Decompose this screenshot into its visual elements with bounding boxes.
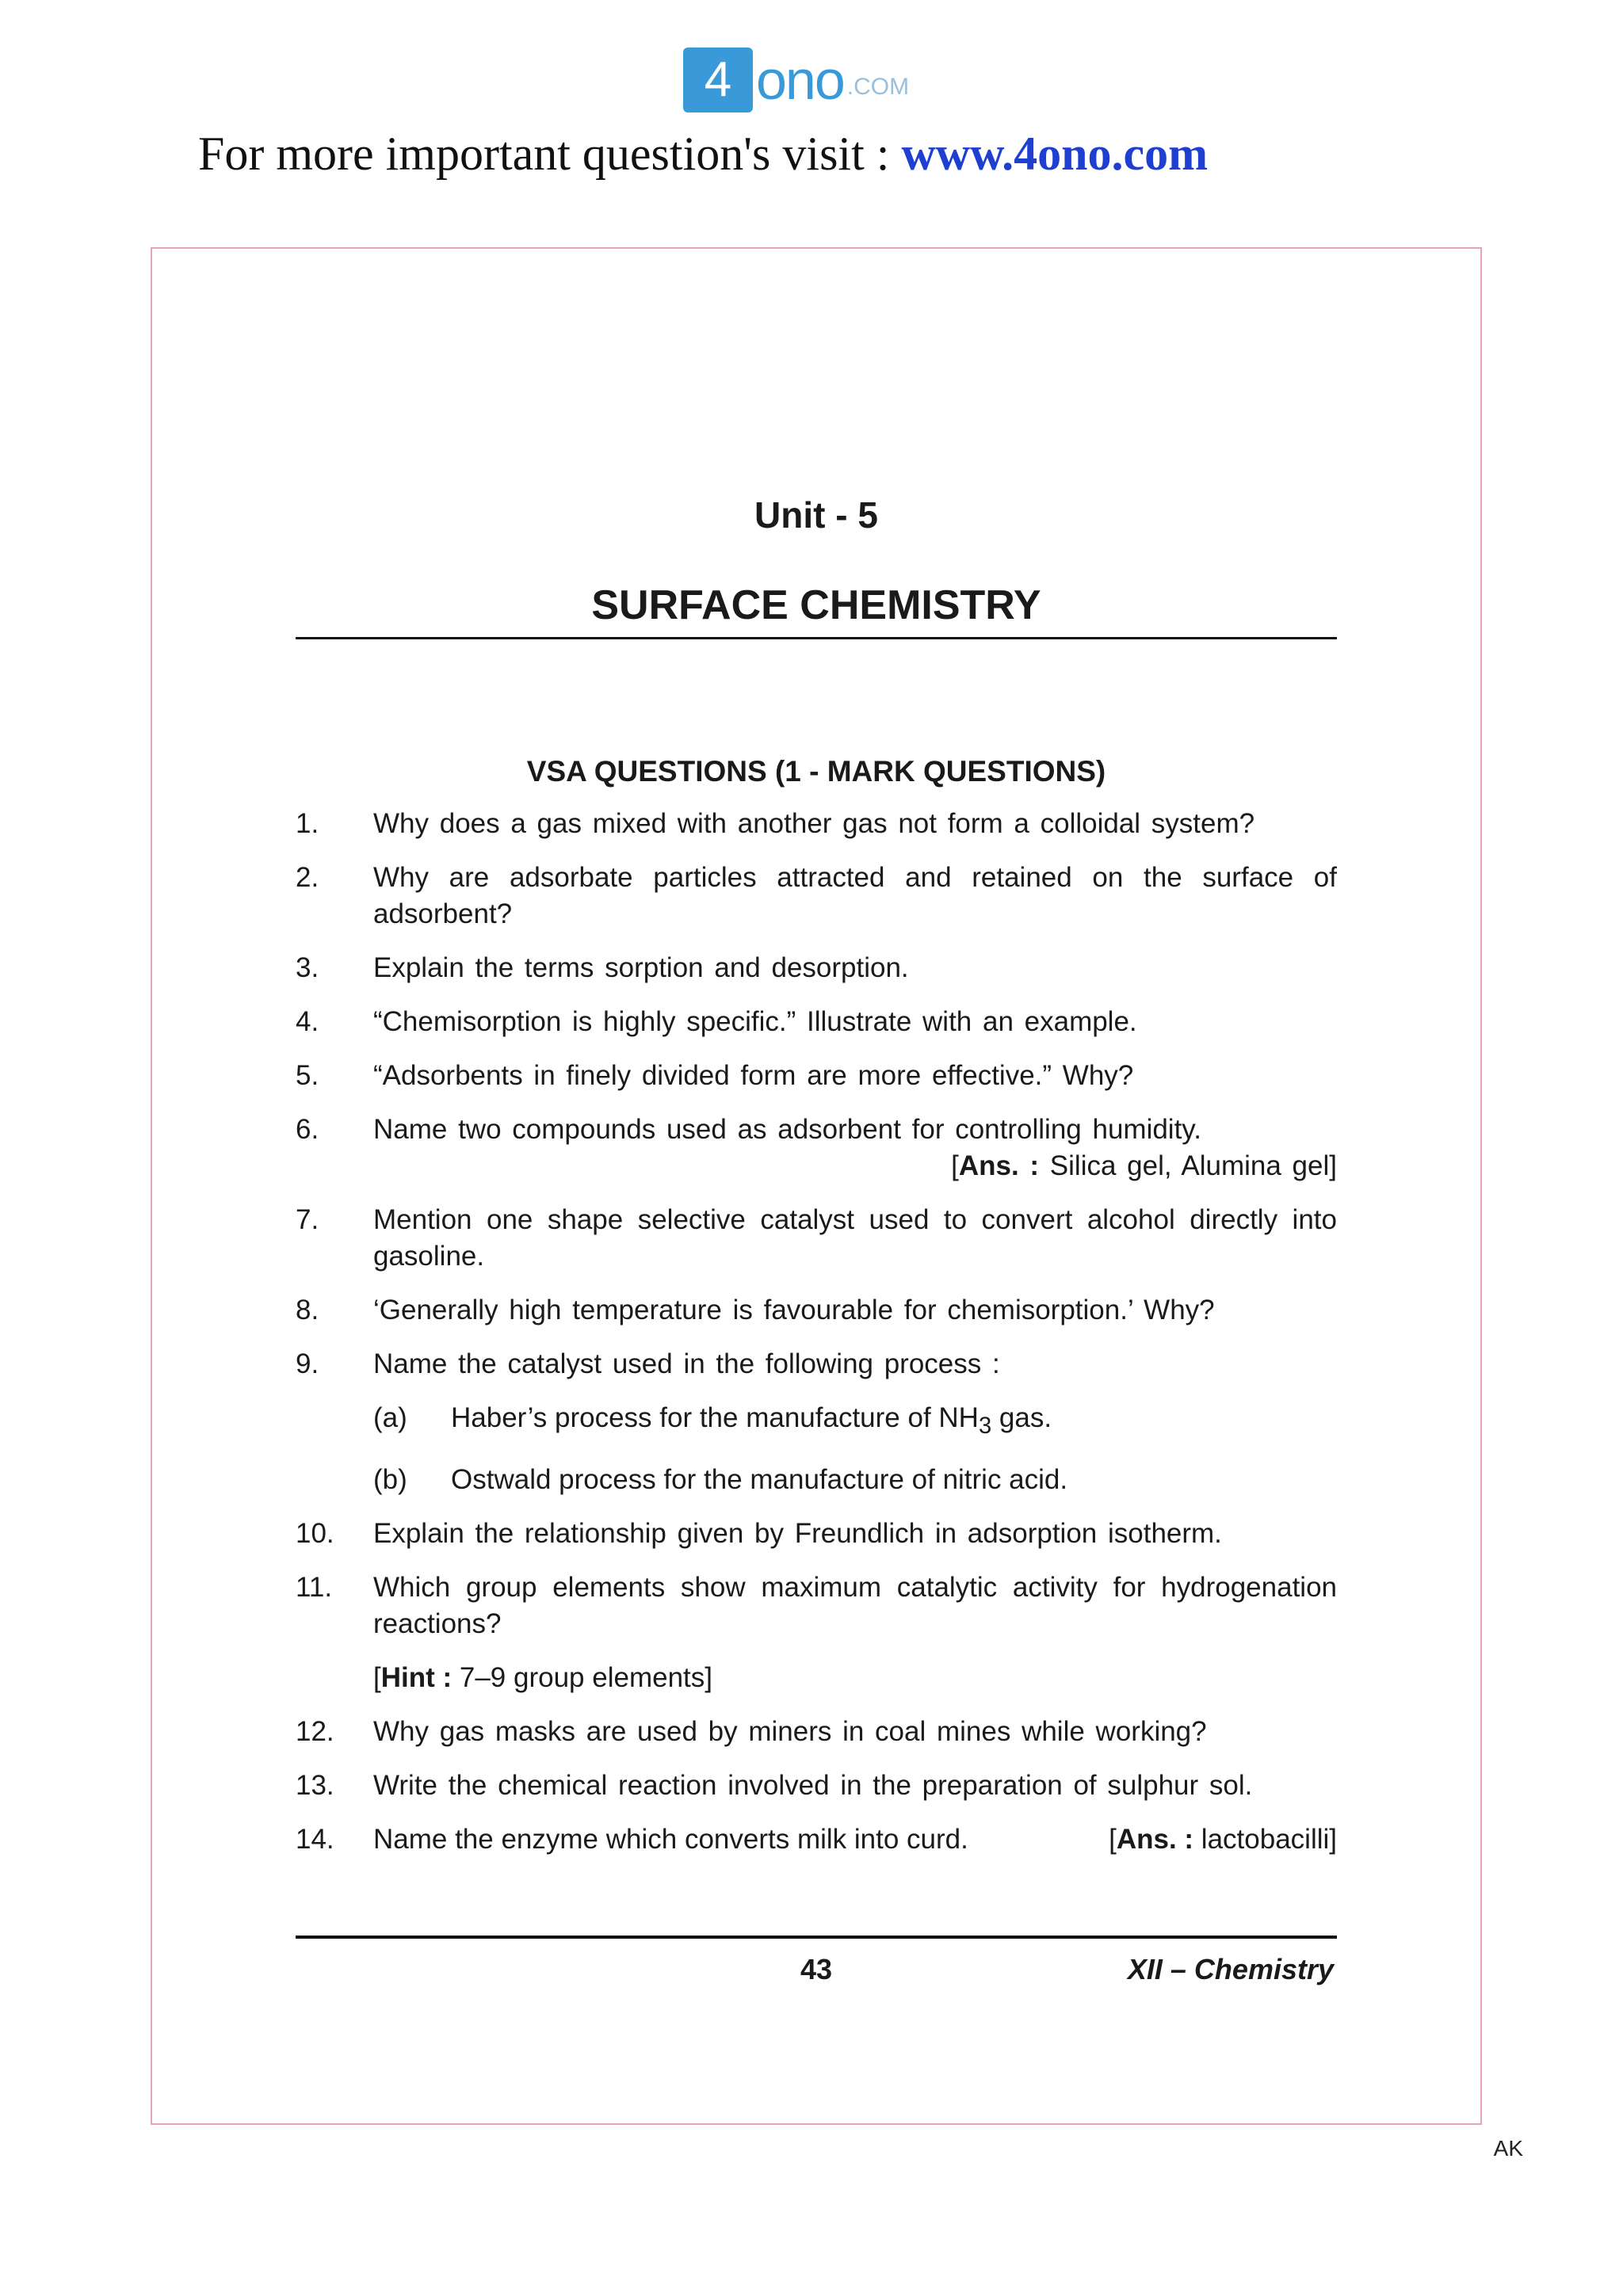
banner-link[interactable]: www.4ono.com [901,128,1209,180]
corner-mark: AK [1493,2136,1523,2161]
question-text: Name the catalyst used in the following process : [373,1348,1000,1379]
unit-label: Unit - 5 [754,494,878,536]
page-footer [296,1936,1337,1986]
hint-label: Hint : [380,1662,453,1693]
question-number: 5. [296,1060,319,1091]
answer-line: [Ans. : lactobacilli] [1109,1824,1337,1855]
question-item [296,860,1337,933]
subject-label: XII – Chemistry [1127,1953,1334,1985]
question-item [296,1346,1337,1383]
promo-banner [198,127,1208,181]
subscript: 3 [978,1413,992,1439]
question-item [296,1569,1337,1642]
question-item [296,1112,1337,1184]
answer-text: Silica gel, Alumina gel] [1039,1150,1337,1181]
sub-item-label: (a) [373,1402,407,1433]
question-text: ‘Generally high temperature is favourable for chemisorption.’ Why? [373,1295,1215,1325]
logo-four: 4 [704,52,732,107]
page-content [296,491,1337,1875]
question-number: 13. [296,1770,334,1801]
site-logo [683,48,909,113]
question-item [296,1058,1337,1094]
answer-label: Ans. : [958,1150,1040,1181]
answer-line: [Ans. : Silica gel, Alumina gel] [951,1150,1337,1181]
question-list [296,806,1337,1858]
question-text: Which group elements show maximum catalytic activity for hydrogenation reactions? [373,1572,1337,1639]
question-item [296,1516,1337,1552]
question-text: Name two compounds used as adsorbent for controlling humidity. [373,1114,1201,1145]
section-heading: VSA QUESTIONS (1 - MARK QUESTIONS) [526,755,1106,788]
question-item [296,806,1337,842]
logo-domain: .COM [846,74,910,100]
question-item [296,1714,1337,1750]
question-number: 3. [296,952,319,983]
question-item [296,1202,1337,1275]
question-text: Mention one shape selective catalyst used to convert alcohol directly into gasoline. [373,1204,1337,1272]
question-number: 12. [296,1716,334,1747]
question-text: Write the chemical reaction involved in the preparation of sulphur sol. [373,1770,1253,1801]
question-number: 14. [296,1824,334,1855]
question-number: 9. [296,1348,319,1379]
sub-item-text-main: Haber’s process for the manufacture of NH [451,1402,979,1433]
question-text: Name the enzyme which converts milk into curd. [373,1824,968,1855]
question-body [373,1112,1337,1184]
question-item [296,1004,1337,1040]
answer-text: lactobacilli] [1193,1824,1337,1855]
question-text: Why does a gas mixed with another gas not form a colloidal system? [373,808,1255,839]
answer-label: Ans. : [1116,1824,1194,1855]
question-item [296,1821,1337,1858]
logo-text: ono [756,49,844,111]
sub-item-text [451,1400,1052,1444]
hint-line: [Hint : 7–9 group elements] [373,1662,712,1693]
question-text: “Chemisorption is highly specific.” Illustrate with an example. [373,1006,1137,1037]
question-number: 10. [296,1518,334,1549]
sub-item-text: Ostwald process for the manufacture of nitric acid. [451,1464,1068,1495]
banner-text: For more important question's visit : [198,128,902,180]
question-body [373,1821,1337,1858]
question-text: “Adsorbents in finely divided form are more effective.” Why? [373,1060,1134,1091]
hint-text: 7–9 group elements] [452,1662,712,1693]
question-text: Explain the terms sorption and desorption. [373,952,909,983]
question-item [296,950,1337,986]
chapter-title: SURFACE CHEMISTRY [296,580,1337,639]
question-item [296,1292,1337,1329]
question-text: Explain the relationship given by Freundlich in adsorption isotherm. [373,1518,1222,1549]
question-text: Why gas masks are used by miners in coal mines while working? [373,1716,1207,1747]
question-number: 8. [296,1295,319,1325]
sub-item-label: (b) [373,1464,407,1495]
question-number: 7. [296,1204,319,1235]
logo-badge [683,48,753,113]
question-text: Why are adsorbate particles attracted and retained on the surface of adsorbent? [373,862,1337,929]
question-number: 6. [296,1114,319,1145]
sub-item-text-tail: gas. [991,1402,1052,1433]
question-number: 4. [296,1006,319,1037]
question-number: 1. [296,808,319,839]
question-item [296,1768,1337,1804]
page-number: 43 [800,1953,833,1985]
sub-item [373,1400,1337,1444]
question-number: 2. [296,862,319,893]
sub-item [373,1462,1337,1498]
question-number: 11. [296,1572,333,1603]
